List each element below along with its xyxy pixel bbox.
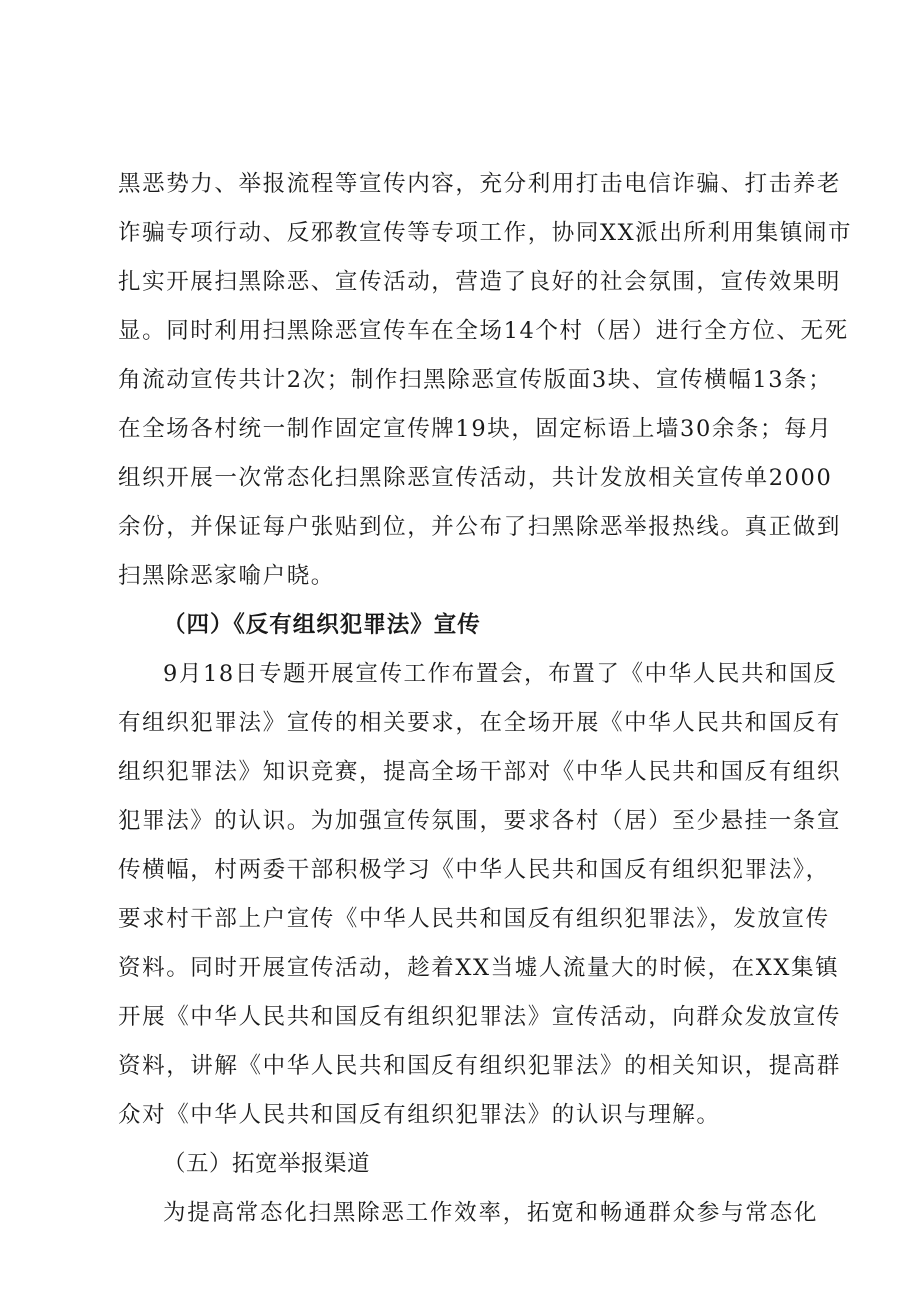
paragraph-1-line: 扫黑除恶家喻户晓。 <box>118 563 335 589</box>
paragraph-1-line: 角流动宣传共计2次；制作扫黑除恶宣传版面3块、宣传横幅13条； <box>118 367 833 393</box>
paragraph-2-line: 要求村干部上户宣传《中华人民共和国反有组织犯罪法》，发放宣传 <box>118 906 830 932</box>
paragraph-2-line: 犯罪法》的认识。为加强宣传氛围，要求各村（居）至少悬挂一条宣 <box>118 808 842 834</box>
paragraph-2-line: 开展《中华人民共和国反有组织犯罪法》宣传活动，向群众发放宣传 <box>118 1004 842 1030</box>
paragraph-1-line: 在全场各村统一制作固定宣传牌19块，固定标语上墙30余条；每月 <box>118 416 833 442</box>
section-heading-5: （五）拓宽举报渠道 <box>163 1151 371 1177</box>
paragraph-1-line: 组织开展一次常态化扫黑除恶宣传活动，共计发放相关宣传单2000 <box>118 465 833 491</box>
paragraph-2-line: 传横幅，村两委干部积极学习《中华人民共和国反有组织犯罪法》， <box>118 857 830 883</box>
paragraph-1-line: 诈骗专项行动、反邪教宣传等专项工作，协同XX派出所利用集镇闹市 <box>118 220 853 246</box>
paragraph-2-line: 众对《中华人民共和国反有组织犯罪法》的认识与理解。 <box>118 1102 721 1128</box>
paragraph-1-line: 显。同时利用扫黑除恶宣传车在全场14个村（居）进行全方位、无死 <box>118 318 849 344</box>
paragraph-1-line: 余份，并保证每户张贴到位，并公布了扫黑除恶举报热线。真正做到 <box>118 514 842 540</box>
paragraph-2-line: 资料。同时开展宣传活动，趁着XX当墟人流量大的时候，在XX集镇 <box>118 955 840 981</box>
paragraph-2-line: 组织犯罪法》知识竞赛，提高全场干部对《中华人民共和国反有组织 <box>118 759 842 785</box>
paragraph-2-line: 有组织犯罪法》宣传的相关要求，在全场开展《中华人民共和国反有 <box>118 710 842 736</box>
paragraph-2-line: 9月18日专题开展宣传工作布置会，布置了《中华人民共和国反 <box>163 661 838 687</box>
paragraph-1-line: 黑恶势力、举报流程等宣传内容，充分利用打击电信诈骗、打击养老 <box>118 171 842 197</box>
paragraph-2-line: 资料，讲解《中华人民共和国反有组织犯罪法》的相关知识，提高群 <box>118 1053 842 1079</box>
paragraph-1-line: 扎实开展扫黑除恶、宣传活动，营造了良好的社会氛围，宣传效果明 <box>118 269 842 295</box>
section-heading-4: （四）《反有组织犯罪法》宣传 <box>163 612 481 638</box>
paragraph-3-line: 为提高常态化扫黑除恶工作效率，拓宽和畅通群众参与常态化 <box>163 1200 818 1226</box>
